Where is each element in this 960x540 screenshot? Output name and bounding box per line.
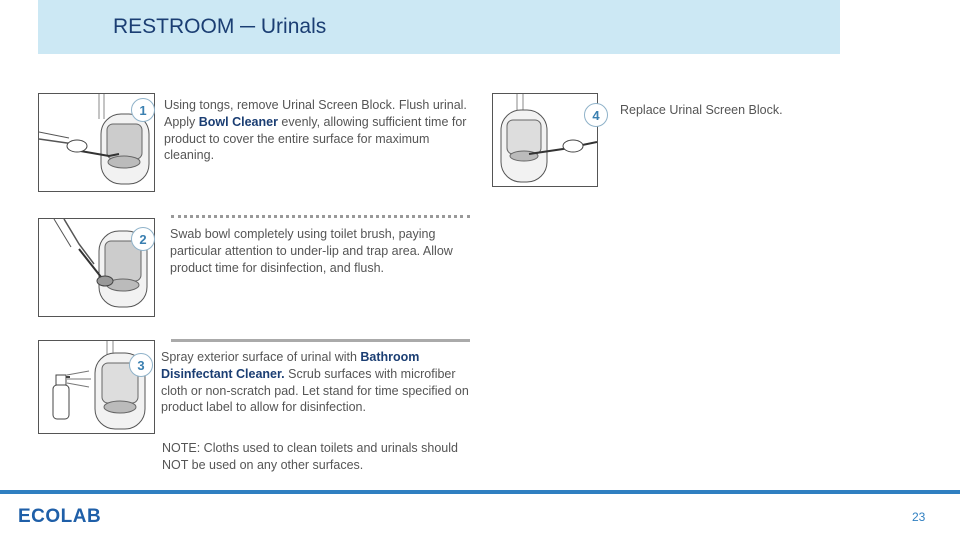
step-3-text-part2: Scrub surfaces with microfiber cloth or non-scratch pad. Let stand for time specified on product label to allow for disinfection.	[161, 366, 469, 415]
step-separator-dotted	[171, 215, 470, 218]
step-1-text-part1: Using tongs, remove Urinal Screen Block. Flush urinal. Apply	[164, 98, 467, 129]
bathroom-disinfectant-product: Bathroom Disinfectant Cleaner.	[161, 350, 420, 381]
step-3-text-part1: Spray exterior surface of urinal with	[161, 350, 361, 364]
note-text: NOTE: Cloths used to clean toilets and urinals should NOT be used on any other surfaces.	[162, 441, 458, 472]
step-separator-solid	[171, 339, 470, 342]
bowl-cleaner-product: Bowl Cleaner	[198, 114, 278, 129]
step-4-badge: 4	[584, 103, 608, 127]
page-number: 23	[912, 510, 926, 524]
ecolab-logo: ECOLAB	[18, 506, 102, 527]
step-4-illustration	[492, 93, 598, 187]
footer-line	[0, 490, 960, 494]
step-3-badge: 3	[129, 353, 153, 377]
step-4-text: Replace Urinal Screen Block.	[620, 103, 783, 117]
step-1-text-part2: evenly, allowing sufficient time for product to cover the entire surface for maximum cleaning.	[164, 114, 467, 163]
step-1-text	[164, 97, 469, 164]
page-title: RESTROOM ─ Urinals	[113, 15, 327, 38]
step-2-badge: 2	[131, 227, 155, 251]
step-1-badge: 1	[131, 98, 155, 122]
step-3-text	[161, 349, 471, 416]
step-2-text: Swab bowl completely using toilet brush, paying particular attention to under-lip and trap area. Allow product time for disinfection, and flush.	[170, 227, 453, 275]
